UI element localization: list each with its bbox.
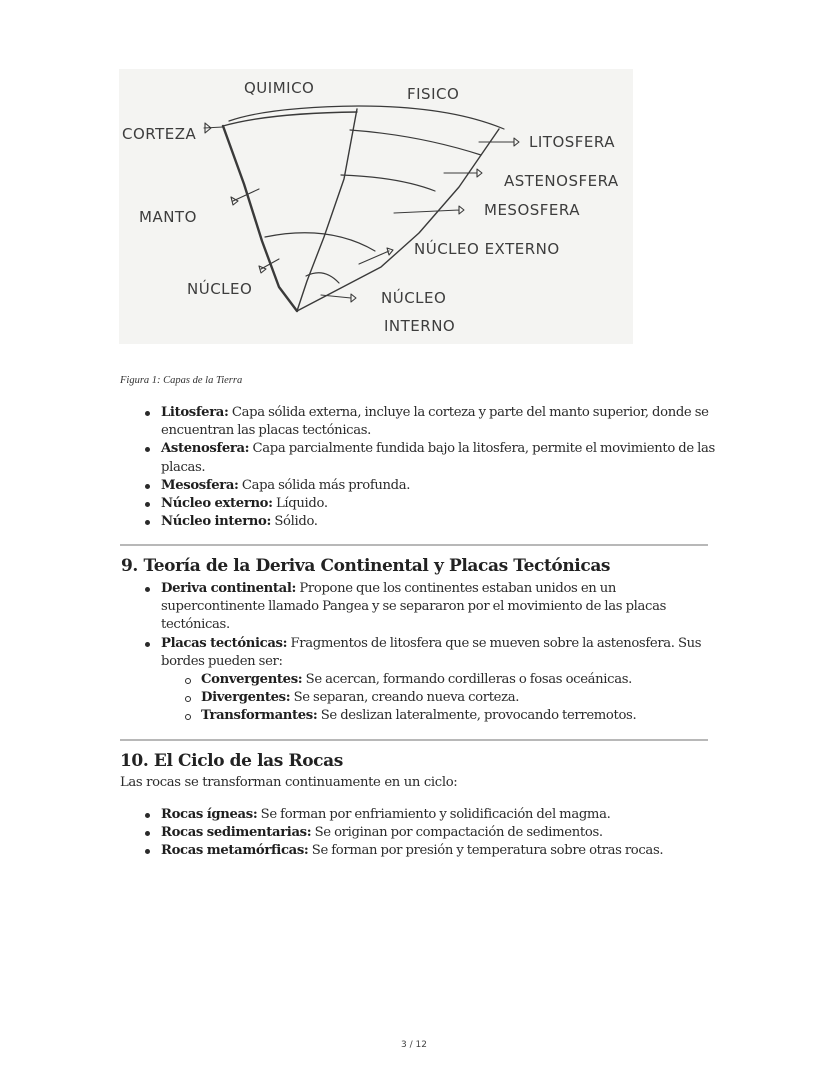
list-item xyxy=(141,635,721,726)
label-corteza: CORTEZA xyxy=(122,125,197,143)
term: Núcleo externo: xyxy=(161,496,273,512)
description: Sólido. xyxy=(271,514,318,530)
term: Transformantes: xyxy=(201,708,318,724)
list-item xyxy=(141,580,721,635)
description: Se forman por presión y temperatura sobre otras rocas. xyxy=(308,843,664,859)
term: Deriva continental: xyxy=(161,581,297,596)
term: Placas tectónicas: xyxy=(161,635,288,651)
list-item xyxy=(141,404,721,440)
label-nucleo-externo: NÚCLEO EXTERNO xyxy=(414,240,560,258)
label-nucleo-interno-1: NÚCLEO xyxy=(381,289,447,307)
description: Propone que los continentes estaban unidos en un supercontinente llamado Pangea y se separaron por el movimiento de las placas tectónicas. xyxy=(161,581,667,633)
description: Se separan, creando nueva corteza. xyxy=(290,690,520,706)
term: Mesosfera: xyxy=(161,477,239,493)
description: Líquido. xyxy=(272,496,328,512)
earth-layers-sketch xyxy=(119,69,633,344)
description: Se deslizan lateralmente, provocando terremotos. xyxy=(317,708,637,724)
label-mesosfera: MESOSFERA xyxy=(484,201,580,219)
description: Se originan por compactación de sedimentos. xyxy=(311,825,603,841)
description: Capa sólida más profunda. xyxy=(238,477,411,493)
list-item xyxy=(141,806,721,824)
description: Capa sólida externa, incluye la corteza y parte del manto superior, donde se encuentran las placas tectónicas. xyxy=(161,405,709,439)
list-item xyxy=(181,671,721,689)
label-fisico: FISICO xyxy=(407,85,460,103)
description: Se forman por enfriamiento y solidificación del magma. xyxy=(257,807,611,822)
term: Astenosfera: xyxy=(161,441,250,457)
list-item xyxy=(141,477,721,495)
term: Rocas sedimentarias: xyxy=(161,825,312,841)
label-quimico: QUIMICO xyxy=(244,79,315,97)
term: Rocas ígneas: xyxy=(161,807,258,822)
list-item xyxy=(141,513,721,531)
section-10-intro: Las rocas se transforman continuamente en un ciclo: xyxy=(120,775,458,790)
label-astenosfera: ASTENOSFERA xyxy=(504,172,619,190)
section-9-list xyxy=(141,580,721,726)
list-item xyxy=(141,495,721,513)
list-item xyxy=(181,689,721,707)
description: Se acercan, formando cordilleras o fosas oceánicas. xyxy=(302,672,632,688)
label-manto: MANTO xyxy=(139,208,197,226)
section-9-title: 9. Teoría de la Deriva Continental y Placas Tectónicas xyxy=(121,556,611,576)
label-litosfera: LITOSFERA xyxy=(529,133,615,151)
term: Litosfera: xyxy=(161,405,229,420)
label-nucleo-interno-2: INTERNO xyxy=(384,317,456,335)
earth-layers-list xyxy=(141,404,721,531)
page-number: 3 / 12 xyxy=(401,1040,427,1050)
section-divider xyxy=(120,544,708,546)
list-item xyxy=(141,440,721,476)
term: Divergentes: xyxy=(201,690,291,706)
term: Núcleo interno: xyxy=(161,514,271,530)
earth-layers-figure xyxy=(119,69,633,344)
list-item xyxy=(141,842,721,860)
description: Fragmentos de litosfera que se mueven sobre la astenosfera. Sus bordes pueden ser: xyxy=(161,635,702,669)
label-nucleo: NÚCLEO xyxy=(187,280,253,298)
term: Rocas metamórficas: xyxy=(161,843,309,859)
section-10-list xyxy=(141,806,721,861)
term: Convergentes: xyxy=(201,672,303,688)
plate-boundaries-list xyxy=(161,671,721,726)
section-divider xyxy=(120,739,708,741)
description: Capa parcialmente fundida bajo la litosfera, permite el movimiento de las placas. xyxy=(161,441,715,475)
section-10-title: 10. El Ciclo de las Rocas xyxy=(120,751,343,771)
list-item xyxy=(141,824,721,842)
figure-caption: Figura 1: Capas de la Tierra xyxy=(120,375,243,386)
list-item xyxy=(181,707,721,725)
